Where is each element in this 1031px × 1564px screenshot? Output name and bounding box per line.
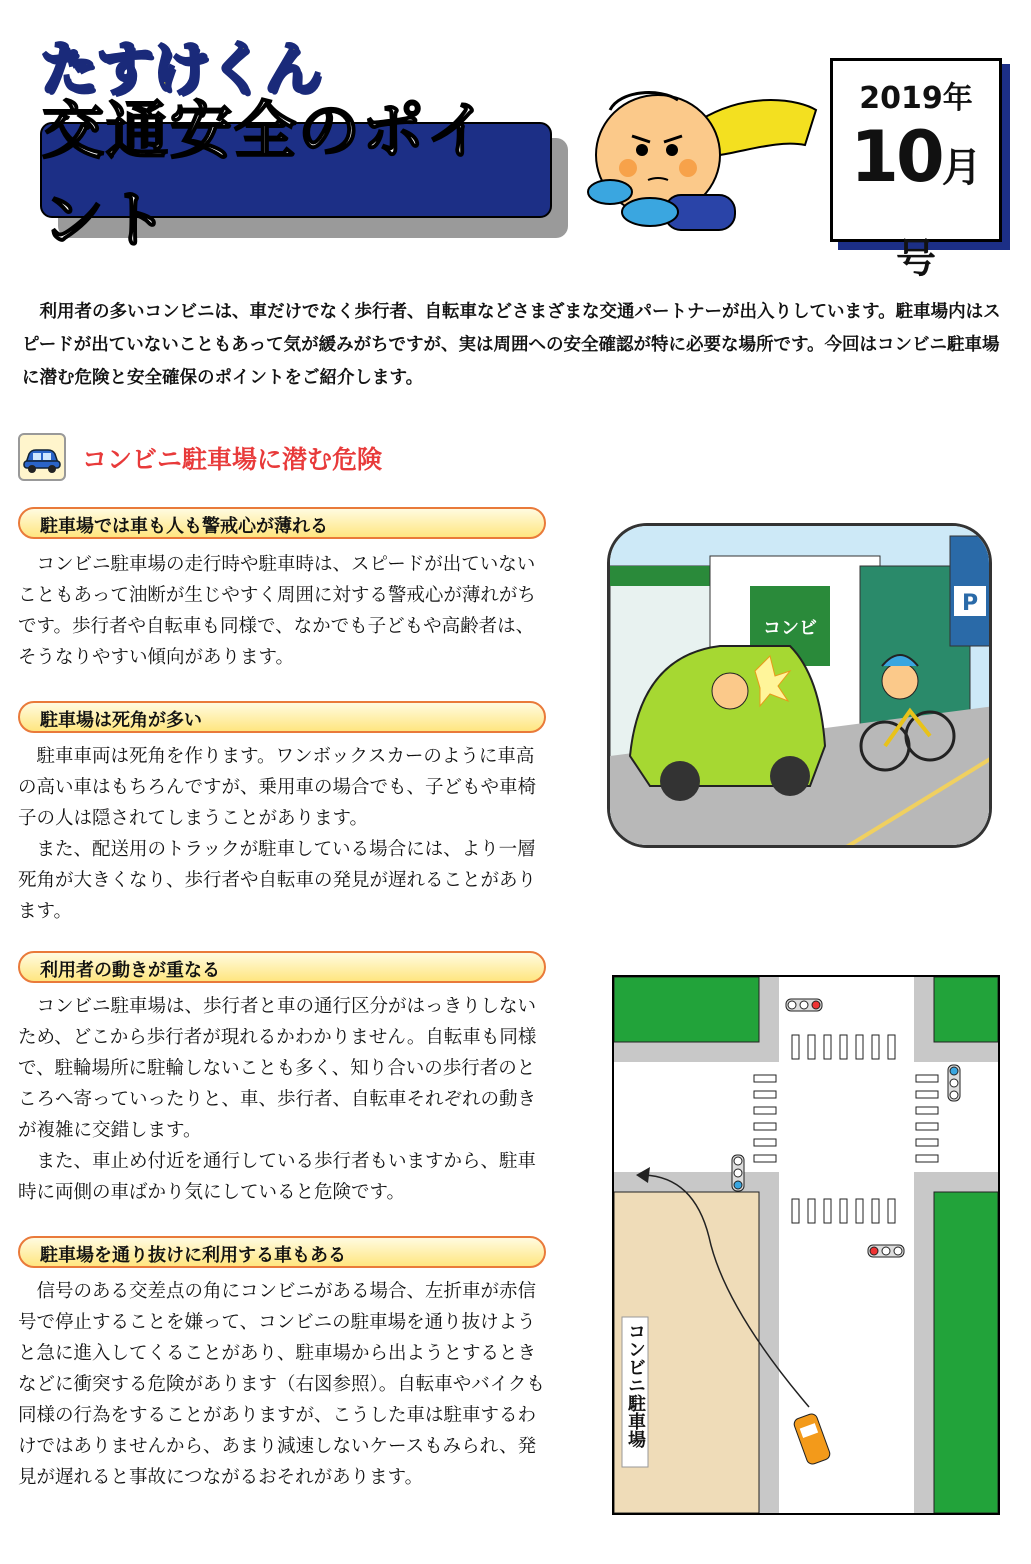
title-banner xyxy=(40,94,552,256)
paragraph-3b-text: また、車止め付近を通行している歩行者もいますから、駐車時に両側の車ばかり気にしていると危険です。 xyxy=(18,1151,537,1203)
illustration-store-sign: コンビ xyxy=(763,618,817,639)
intro-text: 利用者の多いコンビニは、車だけでなく歩行者、自転車などさまざまな交通パートナーが出入りしています。駐車場内はスピードが出ていないこともあって気が緩みがちですが、実は周囲への安全確認が特に必要な場所です。今回はコンビニ駐車場に潜む危険と安全確保のポイントをご紹介します。 xyxy=(22,302,1001,388)
issue-month xyxy=(833,117,999,299)
subheading-2-text: 駐車場は死角が多い xyxy=(40,710,202,731)
paragraph-3a-text: コンビニ駐車場は、歩行者と車の通行区分がはっきりしないため、どこから歩行者が現れるかわかりません。自転車も同様で、駐輪場所に駐輪しないことも多く、知り合いの歩行者のところへ寄っていったりと、車、歩行者、自転車それぞれの動きが複雑に交錯します。 xyxy=(18,996,537,1141)
subheading-1-text: 駐車場では車も人も警戒心が薄れる xyxy=(40,516,328,537)
paragraph-4 xyxy=(18,1276,548,1493)
subheading-4-text: 駐車場を通り抜けに利用する車もある xyxy=(40,1245,346,1266)
issue-year: 2019年 xyxy=(859,81,973,116)
intro-paragraph xyxy=(22,296,1002,395)
page-title: 交通安全のポイント xyxy=(42,94,491,256)
paragraph-2b-text: また、配送用のトラックが駐車している場合には、より一層死角が大きくなり、歩行者や自転車の発見が遅れることがあります。 xyxy=(18,839,537,922)
issue-month-number: 10 xyxy=(850,116,942,198)
paragraph-2a-text: 駐車車両は死角を作ります。ワンボックスカーのように車高の高い車はもちろんですが、乗用車の場合でも、子どもや車椅子の人は隠されてしまうことがあります。 xyxy=(18,746,537,829)
subheading-3 xyxy=(18,951,546,983)
paragraph-3 xyxy=(18,991,548,1208)
paragraph-2 xyxy=(18,741,548,927)
mascot-illustration xyxy=(580,80,820,250)
issue-month-suffix: 月号 xyxy=(896,145,982,282)
paragraph-1 xyxy=(18,549,548,673)
issue-box xyxy=(830,58,1002,282)
subheading-4 xyxy=(18,1236,546,1268)
lot-label: コンビニ駐車場 xyxy=(625,1322,646,1448)
mascot-logo-text: たすけくん xyxy=(40,35,321,103)
paragraph-4-text: 信号のある交差点の角にコンビニがある場合、左折車が赤信号で停止することを嫌って、コンビニの駐車場を通り抜けようと急に進入してくることがあり、駐車場から出ようとするときなどに衝突する危険があります（右図参照）。自転車やバイクも同様の行為をすることがありますが、こうした車は駐車するわけではありませんから、あまり減速しないケースもみられ、発見が遅れると事故につながるおそれがあります。 xyxy=(18,1281,545,1488)
car-icon xyxy=(18,433,66,481)
illustration-parking-sign: P xyxy=(961,591,979,616)
paragraph-1-text: コンビニ駐車場の走行時や駐車時は、スピードが出ていないこともあって油断が生じやすく周囲に対する警戒心が薄れがちです。歩行者や自転車も同様で、なかでも子どもや高齢者は、そうなりやすい傾向があります。 xyxy=(18,554,536,668)
subheading-2 xyxy=(18,701,546,733)
subheading-1 xyxy=(18,507,546,539)
intersection-map xyxy=(612,975,1000,1515)
section-title: コンビニ駐車場に潜む危険 xyxy=(82,445,383,474)
subheading-3-text: 利用者の動きが重なる xyxy=(40,960,220,981)
parking-lot-illustration xyxy=(607,523,992,848)
